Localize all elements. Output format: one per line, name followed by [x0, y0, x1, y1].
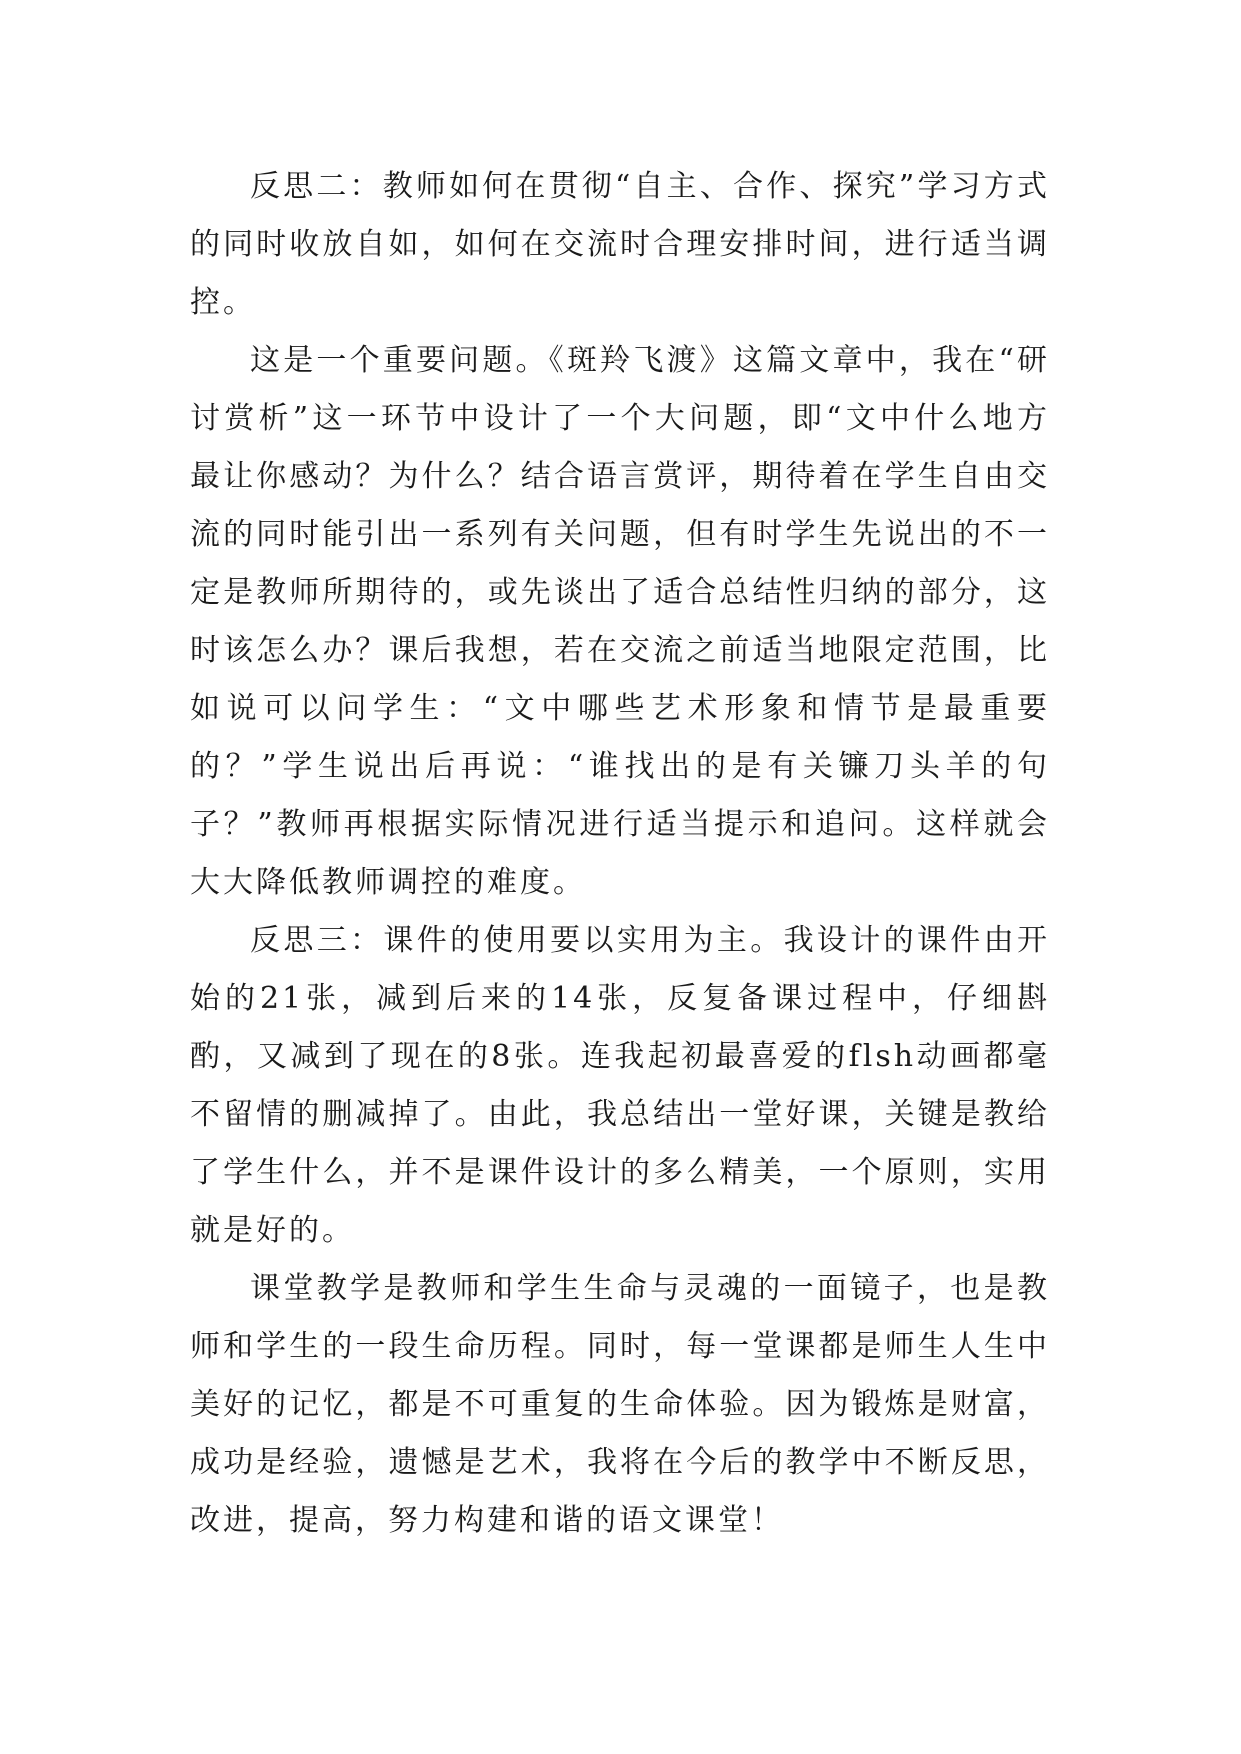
paragraph-conclusion: 课堂教学是教师和学生生命与灵魂的一面镜子，也是教师和学生的一段生命历程。同时，每一堂课都是师生人生中美好的记忆，都是不可重复的生命体验。因为锻炼是财富，成功是经验，遗憾是艺术，我将在今后的教学中不断反思，改进，提高，努力构建和谐的语文课堂！: [190, 1271, 1050, 1538]
paragraph-reflection-three: 反思三：课件的使用要以实用为主。我设计的课件由开始的21张，减到后来的14张，反复备课过程中，仔细斟酌，又减到了现在的8张。连我起初最喜爱的flsh动画都毫不留情的删减掉了。由此，我总结出一堂好课，关键是教给了学生什么，并不是课件设计的多么精美，一个原则，实用就是好的。: [190, 923, 1050, 1248]
document-body: [190, 158, 1050, 1550]
paragraph-reflection-two: 反思二：教师如何在贯彻“自主、合作、探究”学习方式的同时收放自如，如何在交流时合理安排时间，进行适当调控。: [190, 169, 1050, 320]
paragraph-discussion: 这是一个重要问题。《斑羚飞渡》这篇文章中，我在“研讨赏析”这一环节中设计了一个大问题，即“文中什么地方最让你感动？为什么？结合语言赏评，期待着在学生自由交流的同时能引出一系列有关问题，但有时学生先说出的不一定是教师所期待的，或先谈出了适合总结性归纳的部分，这时该怎么办？课后我想，若在交流之前适当地限定范围，比如说可以问学生：“文中哪些艺术形象和情节是最重要的？”学生说出后再说：“谁找出的是有关镰刀头羊的句子？”教师再根据实际情况进行适当提示和追问。这样就会大大降低教师调控的难度。: [190, 343, 1050, 900]
